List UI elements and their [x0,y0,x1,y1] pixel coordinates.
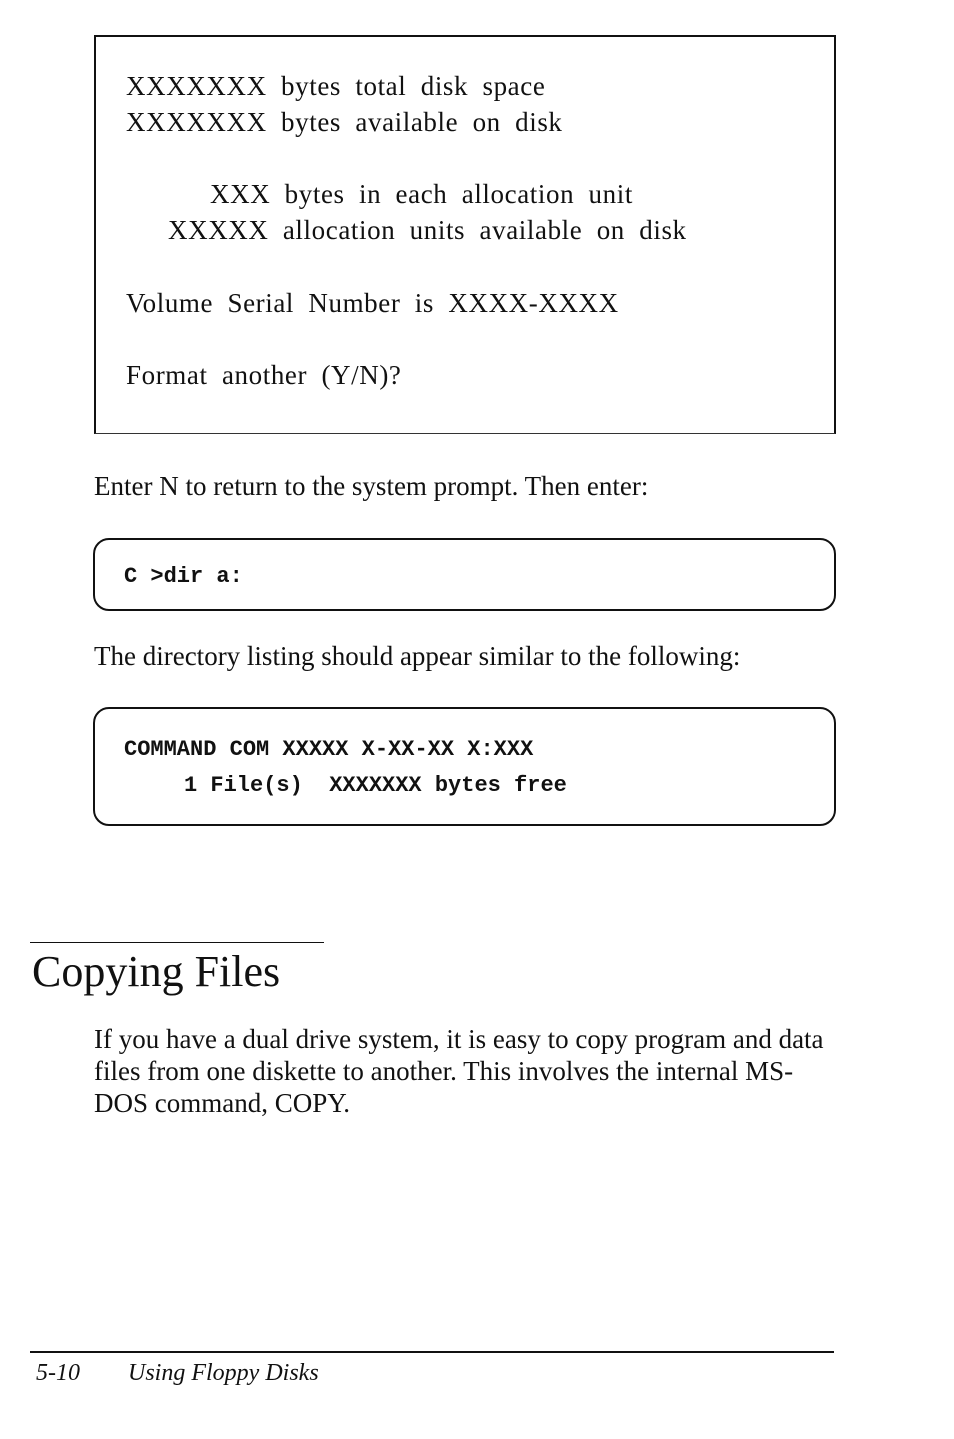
screen-output-box [94,35,836,434]
screen-line-allocation-units: XXXXX allocation units available on disk [168,215,687,245]
command-box [93,538,836,611]
listing-line-bytes-free: 1 File(s) XXXXXXX bytes free [184,773,567,798]
screen-line-total-space: XXXXXXX bytes total disk space [126,71,546,101]
section-paragraph: If you have a dual drive system, it is easy to copy program and data files from one diskette to another. This involves the internal MS-DOS command, COPY. [94,1024,824,1118]
screen-line-allocation-unit-size: XXX bytes in each allocation unit [210,179,633,209]
instruction-return-prompt: Enter N to return to the system prompt. Then enter: [94,471,649,501]
directory-listing-box [93,707,836,826]
footer-rule [30,1351,834,1353]
section-title: Copying Files [32,947,281,996]
command-text: C >dir a: [124,564,243,589]
screen-line-volume-serial: Volume Serial Number is XXXX-XXXX [126,288,619,318]
section-rule [30,942,324,943]
page-number: 5-10 [36,1360,80,1386]
screen-line-format-prompt: Format another (Y/N)? [126,360,402,390]
screen-line-available-space: XXXXXXX bytes available on disk [126,107,563,137]
instruction-listing: The directory listing should appear similar to the following: [94,641,741,671]
listing-line-command-com: COMMAND COM XXXXX X-XX-XX X:XXX [124,737,534,762]
chapter-title: Using Floppy Disks [128,1360,319,1386]
